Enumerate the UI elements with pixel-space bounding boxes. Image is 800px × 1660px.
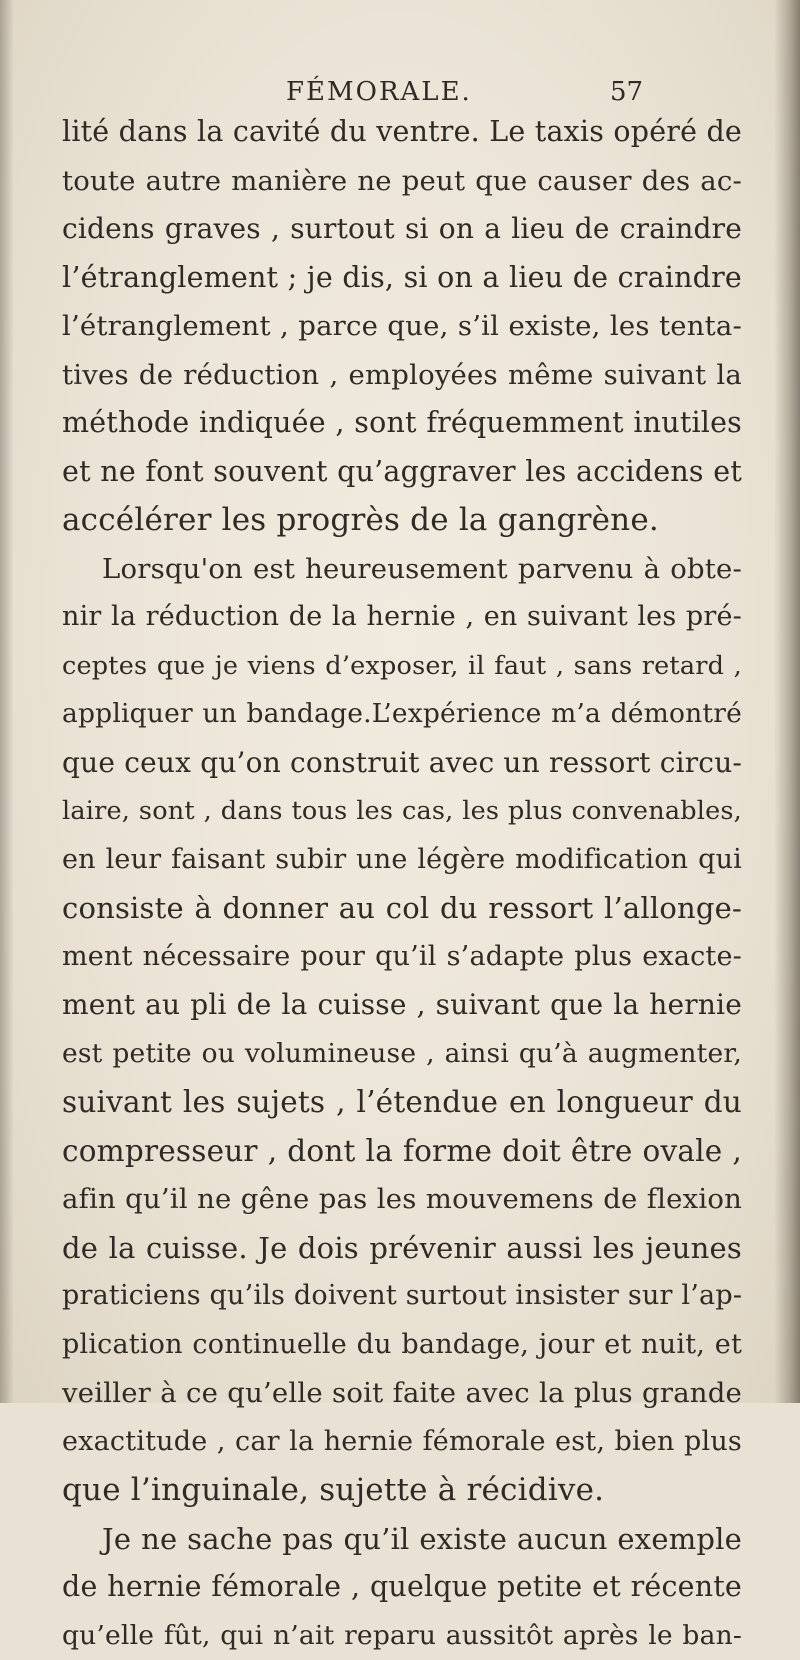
text-line: cidens graves , surtout si on a lieu de craindre (62, 205, 742, 254)
text-line: qu’elle fût, qui n’ait reparu aussitôt après le ban- (62, 1612, 742, 1660)
text-line: l’étranglement , parce que, s’il existe, les tenta- (62, 302, 742, 351)
text-line: de hernie fémorale , quelque petite et récente (62, 1563, 742, 1612)
text-line: ceptes que je viens d’exposer, il faut , sans retard , (62, 642, 742, 691)
text-line: suivant les sujets , l’étendue en longueur du (62, 1078, 742, 1127)
running-title: FÉMORALE. (286, 74, 472, 110)
text-line: en leur faisant subir une légère modification qui (62, 836, 742, 885)
text-line: nir la réduction de la hernie , en suivant les pré- (62, 593, 742, 642)
text-line: Lorsqu'on est heureusement parvenu à obte- (62, 545, 742, 594)
text-line: méthode indiquée , sont fréquemment inutiles (62, 399, 742, 448)
text-line: que l’inguinale, sujette à récidive. (62, 1466, 742, 1515)
text-line: consiste à donner au col du ressort l’allonge- (62, 884, 742, 933)
text-line: et ne font souvent qu’aggraver les accidens et (62, 448, 742, 497)
running-header (0, 74, 800, 110)
text-line: ment nécessaire pour qu’il s’adapte plus exacte- (62, 933, 742, 982)
text-line: que ceux qu’on construit avec un ressort circu- (62, 739, 742, 788)
text-line: lité dans la cavité du ventre. Le taxis opéré de (62, 108, 742, 157)
text-line: accélérer les progrès de la gangrène. (62, 496, 742, 545)
text-line: laire, sont , dans tous les cas, les plus convenables, (62, 787, 742, 836)
text-line: praticiens qu’ils doivent surtout insister sur l’ap- (62, 1272, 742, 1321)
text-line: l’étranglement ; je dis, si on a lieu de craindre (62, 254, 742, 303)
text-line: appliquer un bandage.L’expérience m’a démontré (62, 690, 742, 739)
text-line: Je ne sache pas qu’il existe aucun exemple (62, 1515, 742, 1564)
text-line: plication continuelle du bandage, jour et nuit, et (62, 1321, 742, 1370)
body-text (62, 108, 742, 1660)
text-line: veiller à ce qu’elle soit faite avec la plus grande (62, 1369, 742, 1418)
text-line: exactitude , car la hernie fémorale est, bien plus (62, 1418, 742, 1467)
page-gutter-shadow (0, 0, 14, 1403)
text-line: compresseur , dont la forme doit être ovale , (62, 1127, 742, 1176)
text-line: est petite ou volumineuse , ainsi qu’à augmenter, (62, 1030, 742, 1079)
page-edge-shadow (774, 0, 800, 1403)
page-number: 57 (610, 74, 643, 110)
text-line: afin qu’il ne gêne pas les mouvemens de flexion (62, 1175, 742, 1224)
text-line: tives de réduction , employées même suivant la (62, 351, 742, 400)
text-line: toute autre manière ne peut que causer des ac- (62, 157, 742, 206)
text-line: ment au pli de la cuisse , suivant que la hernie (62, 981, 742, 1030)
text-line: de la cuisse. Je dois prévenir aussi les jeunes (62, 1224, 742, 1273)
